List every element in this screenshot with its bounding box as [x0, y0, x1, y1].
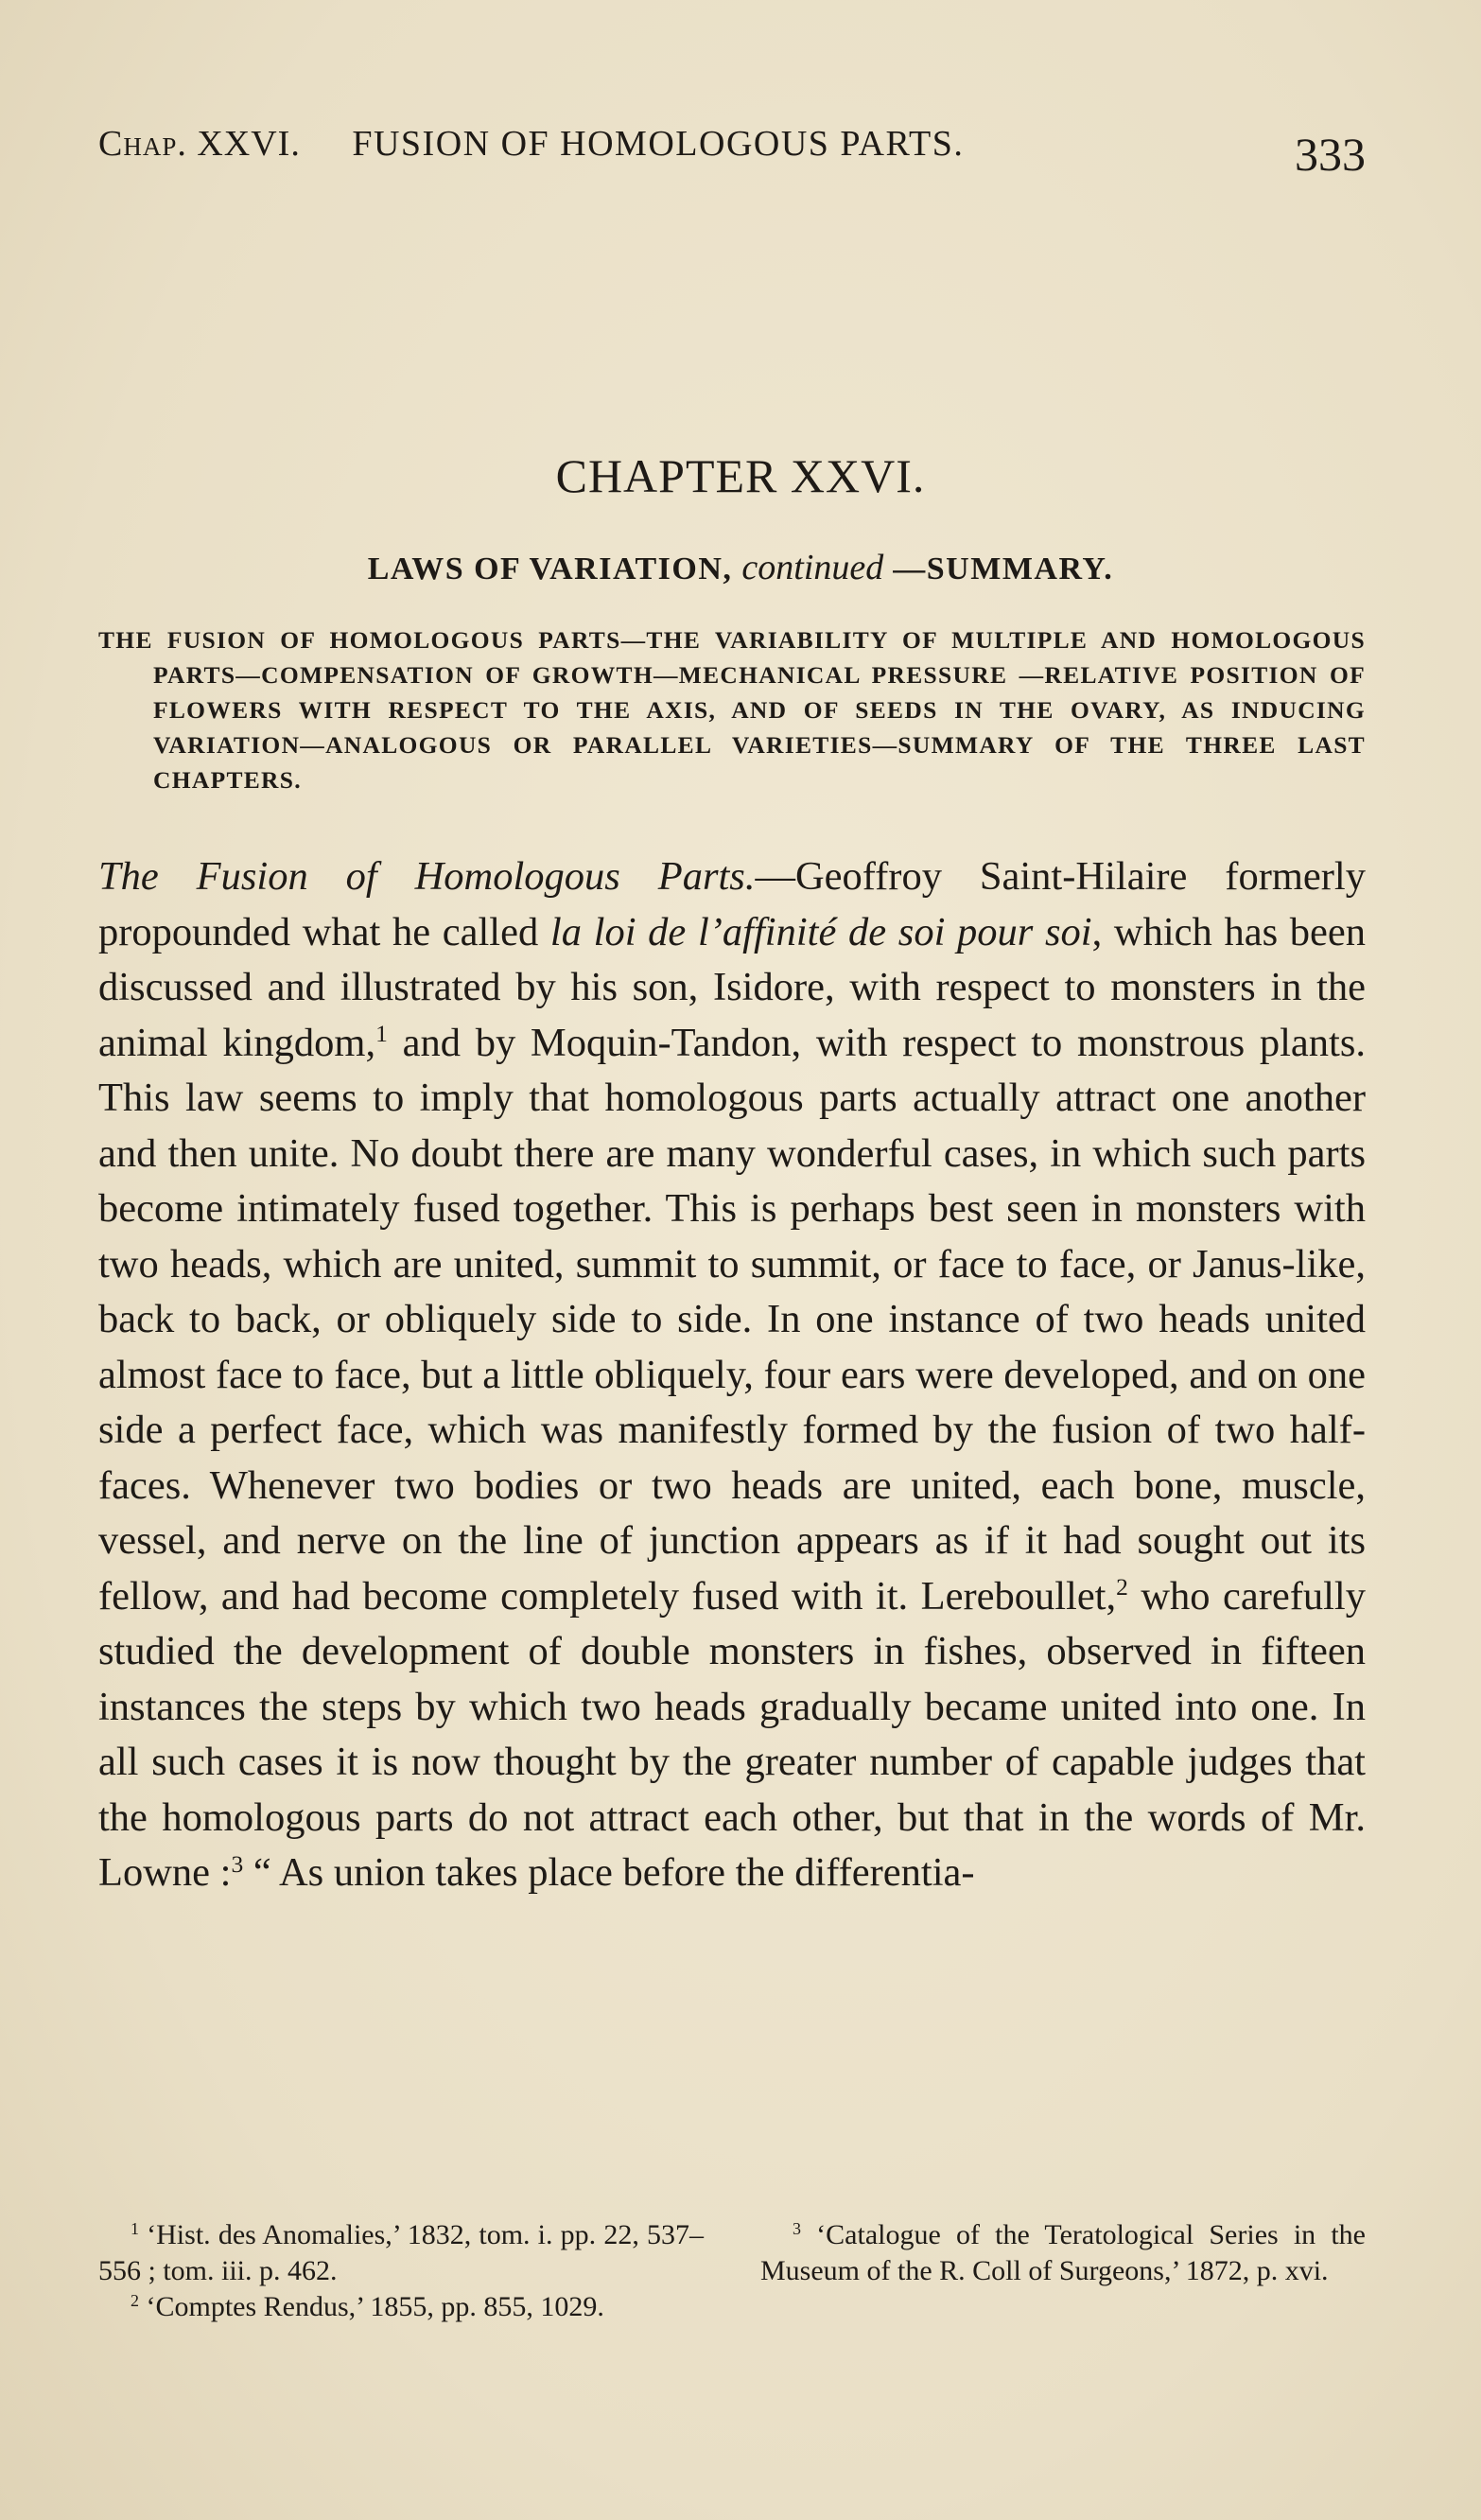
footnotes-right-column: [760, 2217, 1366, 2289]
chapter-subtitle: [0, 547, 1481, 588]
subtitle-part-c: —SUMMARY.: [893, 551, 1114, 586]
footnote-3-mark: 3: [793, 2219, 801, 2239]
body-text-4: who carefully studied the development of double monsters in fishes, observed in fifteen instances the steps by which two heads gradually became united into one. In all such cases it is now thought by the greater number of capable judges that the homologous parts do not attract each other, but that in the words of Mr. Lowne :: [98, 1573, 1366, 1895]
footnotes: [98, 2217, 1366, 2378]
page-number: 333: [1295, 128, 1366, 181]
body-text-3: and by Moquin-Tandon, with respect to monstrous plants. This law seems to imply that homologous parts actually attract one another and then unite. No doubt there are many wonderful cases, in which such parts become intimately fused together. This is perhaps best seen in monsters with two heads, which are united, summit to summit, or face to face, or Janus-like, back to back, or obliquely side to side. In one instance of two heads united almost face to face, but a little obliquely, four ears were developed, and on one side a perfect face, which was manifestly formed by the fusion of two half-faces. Whenever two bodies or two heads are united, each bone, muscle, vessel, and nerve on the line of junction appears as if it had sought out its fellow, and had become completely fused with it. Lereboullet,: [98, 1020, 1366, 1619]
running-head: [98, 123, 964, 165]
chapter-reference: Chap. XXVI.: [98, 124, 301, 164]
footnote-1-mark: 1: [131, 2219, 139, 2239]
footnote-ref-1: 1: [375, 1020, 388, 1048]
footnote-1: [98, 2217, 704, 2289]
footnote-3: [760, 2217, 1366, 2289]
body-text-2: , which has been discussed and illustrated by his son, Isidore, with respect to monsters in the animal kingdom,: [98, 909, 1367, 1065]
footnote-ref-2: 2: [1116, 1573, 1128, 1601]
subtitle-continued: continued: [741, 548, 884, 587]
body-paragraph: [98, 849, 1366, 1901]
body-text-1: —Geoffroy Saint-Hilaire formerly propounded what he called: [98, 854, 1366, 954]
summary-rest: HOMOLOGOUS PARTS—COMPENSATION OF GROWTH—MECHANICAL PRESSURE —RELATIVE POSITION OF FLOWERS WITH RESPECT TO THE AXIS, AND OF SEEDS IN THE OVARY, AS INDUCING VARIATION—ANALOGOUS OR PARALLEL VARIETIES—SUMMARY OF THE THREE LAST CHAPTERS.: [153, 626, 1366, 794]
footnotes-left-column: [98, 2217, 704, 2325]
body-italic-phrase: la loi de l’affinité de soi pour soi: [549, 909, 1092, 954]
footnote-2: [98, 2289, 704, 2325]
running-header: [98, 114, 1366, 189]
footnote-1-text: ‘Hist. des Anomalies,’ 1832, tom. i. pp. 22, 537–556 ; tom. iii. p. 462.: [98, 2219, 704, 2286]
summary-first-line: THE FUSION OF HOMOLOGOUS PARTS—THE VARIABILITY OF MULTIPLE AND: [98, 626, 1158, 654]
chapter-summary: [98, 622, 1366, 797]
footnote-2-text: ‘Comptes Rendus,’ 1855, pp. 855, 1029.: [146, 2291, 604, 2322]
footnote-3-text: ‘Catalogue of the Teratological Series in the Museum of the R. Coll of Surgeons,’ 1872, p. xvi.: [760, 2219, 1367, 2286]
subtitle-part-a: LAWS OF VARIATION,: [367, 551, 733, 586]
section-lead: The Fusion of Homologous Parts.: [98, 854, 756, 899]
body-text-5: “ As union takes place before the differentia-: [243, 1850, 975, 1895]
running-title: FUSION OF HOMOLOGOUS PARTS.: [352, 124, 965, 164]
footnote-2-mark: 2: [131, 2291, 139, 2311]
chapter-title: CHAPTER XXVI.: [555, 449, 926, 502]
footnote-ref-3: 3: [231, 1849, 244, 1878]
